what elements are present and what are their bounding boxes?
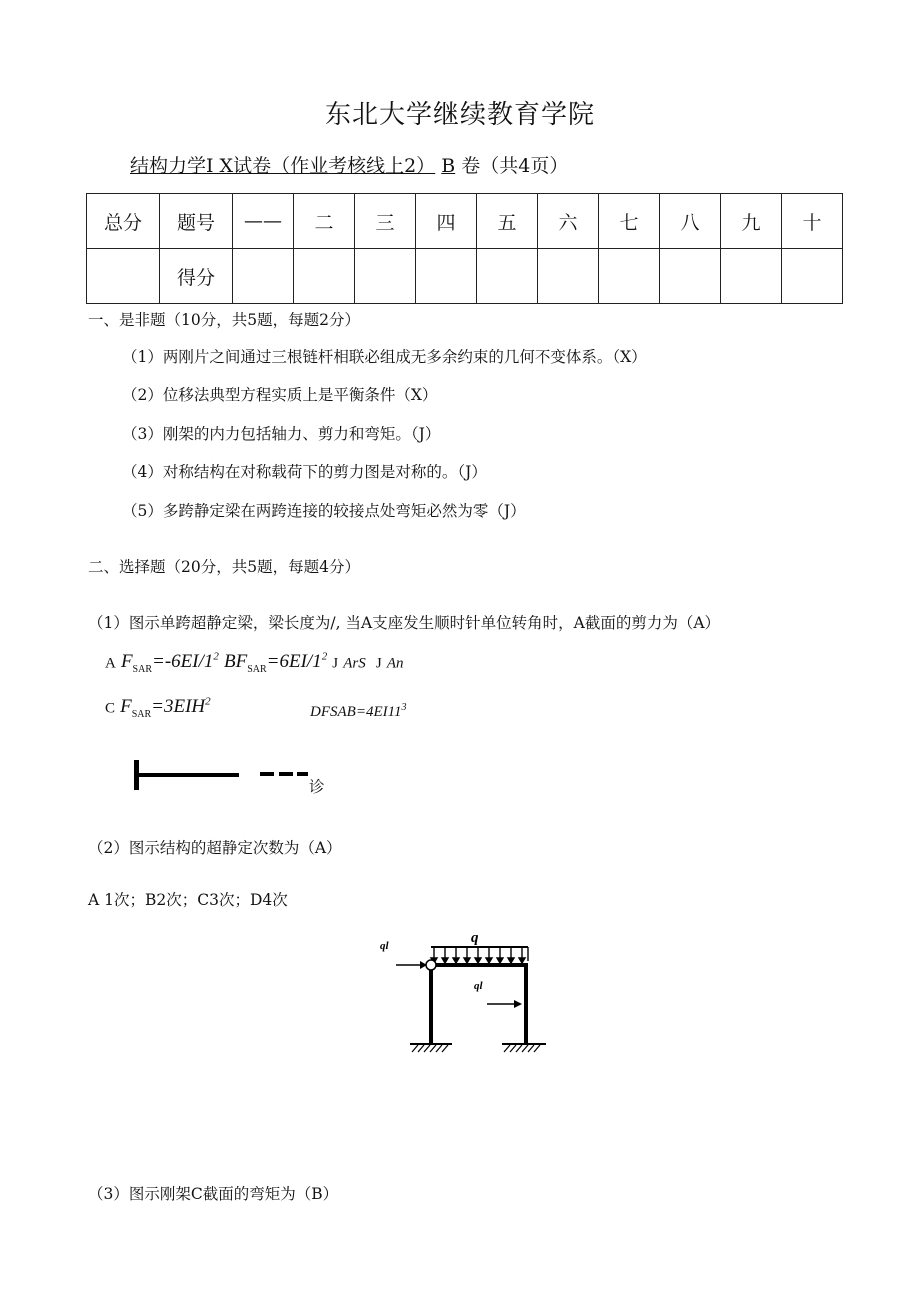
q1-d-exp: 3	[401, 702, 407, 713]
hinge-circle	[426, 960, 436, 970]
right-force-arrowhead	[514, 1000, 522, 1008]
score-cell-question-no: 题号	[160, 194, 233, 249]
label-ql-left: ql	[380, 940, 389, 952]
q1-a-val: =-6EI/1	[152, 651, 214, 673]
q1-an: An	[386, 655, 404, 672]
section1-item-2: （2）位移法典型方程实质上是平衡条件（X）	[122, 386, 438, 404]
q1-c-f: F	[120, 696, 132, 718]
q2-text: （2）图示结构的超静定次数为（A）	[88, 839, 342, 857]
score-cell-q6: 六	[538, 194, 599, 249]
subtitle-suffix: 卷（共4页）	[461, 155, 569, 177]
q1-c-val: =3EIH	[151, 696, 206, 718]
fixed-support	[134, 760, 139, 790]
q3-text: （3）图示刚架C截面的弯矩为（B）	[88, 1185, 339, 1203]
q1-a-exp: 2	[213, 651, 219, 663]
q1-b-sub: SAR	[247, 664, 267, 676]
q1-b-pre: BF	[223, 651, 248, 673]
subtitle-paper: B	[441, 155, 456, 177]
score-cell-q4: 四	[416, 194, 477, 249]
score-cell-value	[416, 249, 477, 304]
q1-ars: ArS	[343, 655, 366, 672]
q1-figure-char: 诊	[309, 778, 325, 796]
q1-a-sub: SAR	[132, 664, 152, 676]
section1-item-3: （3）刚架的内力包括轴力、剪力和弯矩。（J）	[122, 425, 441, 443]
score-table-header-row	[87, 194, 843, 249]
score-cell-q10: 十	[782, 194, 843, 249]
q1-b-val: =6EI/1	[266, 651, 322, 673]
score-cell-total-value	[87, 249, 160, 304]
score-cell-q1: ——	[233, 194, 294, 249]
score-cell-value	[355, 249, 416, 304]
score-cell-value	[782, 249, 843, 304]
left-ground-hatch	[412, 1045, 448, 1052]
score-cell-q3: 三	[355, 194, 416, 249]
distributed-load-arrows	[431, 947, 528, 963]
score-cell-value	[721, 249, 782, 304]
q1-options-cd	[105, 696, 211, 720]
q1-option-a	[120, 651, 219, 676]
score-cell-q9: 九	[721, 194, 782, 249]
q1-c-sub: SAR	[131, 709, 152, 721]
q1-text: （1）图示单跨超静定梁，梁长度为/, 当A支座发生顺时针单位转角时，A截面的剪力为（A）	[88, 614, 721, 632]
q1-d-text: DFSAB=4EI11	[310, 704, 402, 720]
q1-option-c-letter: C	[105, 700, 116, 717]
score-cell-q5: 五	[477, 194, 538, 249]
score-cell-q7: 七	[599, 194, 660, 249]
score-cell-total: 总分	[87, 194, 160, 249]
section1-heading: 一、是非题（10分，共5题，每题2分）	[88, 311, 360, 329]
score-cell-value	[477, 249, 538, 304]
score-cell-value	[294, 249, 355, 304]
score-cell-value	[599, 249, 660, 304]
exam-subtitle	[130, 151, 568, 178]
q2-frame-figure	[370, 925, 560, 1060]
q1-option-c	[120, 696, 211, 721]
score-cell-value	[233, 249, 294, 304]
beam-dash	[260, 772, 274, 776]
q1-option-a-letter: A	[105, 655, 116, 672]
beam-dash	[297, 772, 308, 776]
section1-item-5: （5）多跨静定梁在两跨连接的较接点处弯矩必然为零（J）	[122, 502, 526, 520]
q1-beam-figure	[128, 752, 318, 796]
label-ql-right: ql	[474, 980, 483, 992]
q1-option-d	[310, 702, 407, 721]
score-table-score-row	[87, 249, 843, 304]
score-cell-value	[538, 249, 599, 304]
left-force-arrowhead	[420, 961, 427, 969]
beam-dash	[279, 772, 293, 776]
page-title: 东北大学继续教育学院	[324, 100, 595, 130]
label-q: q	[471, 930, 479, 946]
beam-line	[139, 773, 239, 777]
q1-j2: J	[375, 655, 382, 672]
q1-j1: J	[332, 655, 339, 672]
score-cell-q8: 八	[660, 194, 721, 249]
subtitle-prefix: 结构力学I X试卷（作业考核线上2）	[130, 155, 436, 177]
section2-heading: 二、选择题（20分，共5题，每题4分）	[88, 558, 360, 576]
score-cell-score-label: 得分	[160, 249, 233, 304]
right-ground-hatch	[504, 1045, 540, 1052]
q1-option-b	[223, 651, 328, 676]
q1-a-f: F	[120, 651, 133, 673]
q2-options: A 1次；B2次；C3次；D4次	[88, 891, 288, 909]
section1-item-1: （1）两刚片之间通过三根链杆相联必组成无多余约束的几何不变体系。（X）	[122, 348, 647, 366]
score-cell-value	[660, 249, 721, 304]
q1-options-ab	[105, 651, 404, 675]
q1-b-exp: 2	[321, 651, 328, 663]
section1-item-4: （4）对称结构在对称载荷下的剪力图是对称的。（J）	[122, 463, 487, 481]
score-table	[86, 193, 843, 304]
score-cell-q2: 二	[294, 194, 355, 249]
q1-c-exp: 2	[205, 696, 211, 708]
